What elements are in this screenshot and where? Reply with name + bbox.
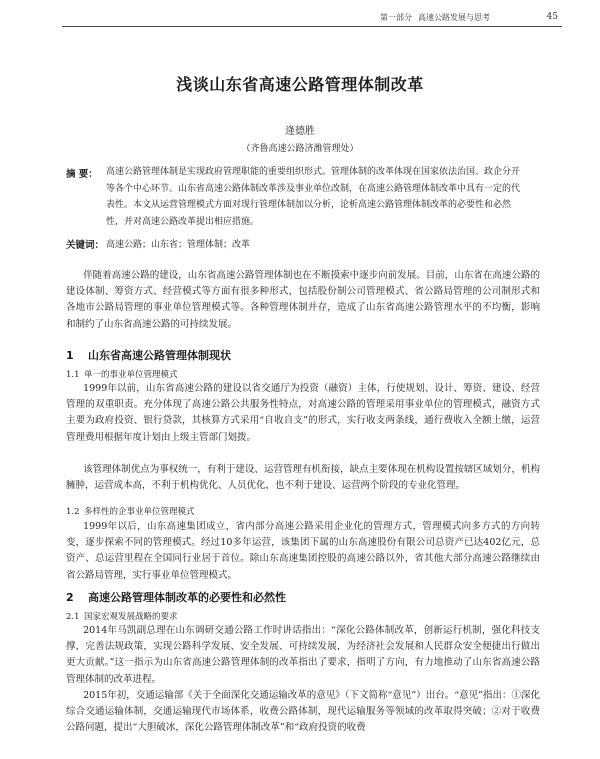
subsection-2-1-number: 2.1 — [66, 612, 80, 622]
section-1-title: 山东省高速公路管理体制现状 — [88, 349, 231, 362]
subsection-1-2-heading — [66, 505, 195, 517]
subsection-2-1-heading — [66, 610, 178, 622]
article-title: 浅谈山东省高速公路管理体制改革 — [176, 75, 424, 94]
author-affiliation: （齐鲁高速公路济潍管理处） — [241, 144, 359, 154]
subsection-1-1-heading — [66, 368, 178, 380]
paragraph-2-1-a: 2014年马凯副总理在山东调研交通公路工作时讲话指出：“深化公路体制改革，创新运行机制，强化科技支撑，完善法规政策，实现公路科学发展、安全发展、可持续发展，为经济社会发展和人民群众安全便捷出行做出更大贡献。”这一指示为山东省高速公路管理体制的改革指出了要求，指明了方向，有力地推动了山东省高速公路管理体制的改革进程。 — [66, 625, 540, 685]
paragraph-2-1-b: 2015年初，交通运输部《关于全面深化交通运输改革的意见》（下文简称“意见”）出台。“意见”指出：①深化综合交通运输体制，交通运输现代市场体系，收费公路体制，现代运输服务等领域的改革取得突破；②对于收费公路问题，提出“大胆破冰，深化公路管理体制改革”和“政府投资的收费 — [66, 690, 540, 734]
section-2-title: 高速公路管理体制改革的必要性和必然性 — [88, 591, 286, 604]
running-head-section: 高速公路发展与思考 — [418, 13, 490, 22]
paragraph-1-1-a: 1999年以前，山东省高速公路的建设以省交通厅为投资（融资）主体，行使规划、设计、筹资、建设、经营管理的双重职责。充分体现了高速公路公共服务性特点，对高速公路的管理采用事业单位的管理模式，融资方式主要为政府投资、银行贷款，其核算方式采用“自收自支”的形式，实行收支两条线，通行费收入全额上缴，运营管理费用根据年度计划由上级主管部门划拨。 — [66, 383, 540, 443]
keywords-label: 关键词： — [66, 240, 105, 251]
section-1-heading — [66, 347, 231, 363]
intro-paragraph: 伴随着高速公路的建设，山东省高速公路管理体制也在不断摸索中逐步向前发展。目前，山东省在高速公路的建设体制、筹资方式、经营模式等方面有很多种形式，包括股份制公司管理模式、省公路局管理的公司制形式和各地市公路局管理的事业单位管理模式等。各种管理体制并存，造成了山东省高速公路管理水平的不均衡，影响和制约了山东省高速公路的可持续发展。 — [66, 270, 540, 330]
subsection-1-1-number: 1.1 — [66, 370, 80, 380]
subsection-1-2-number: 1.2 — [66, 507, 80, 517]
section-2-number: 2 — [66, 591, 74, 604]
abstract-label: 摘 要： — [66, 169, 98, 180]
running-head-part: 第一部分 — [380, 13, 412, 22]
running-head — [380, 12, 558, 23]
subsection-1-2-title: 多样性的企事业单位管理模式 — [84, 507, 195, 517]
paragraph-1-2: 1999年以后，山东高速集团成立，省内部分高速公路采用企业化的管理方式，管理模式向多方式的方向转变，逐步探索不同的管理模式。经过10多年运营，该集团下属的山东高速股份有限公司总资产已达402亿元，总资产、总运营里程在全国同行业居于首位。除山东高速集团控股的高速公路以外，省其他大部分高速公路继续由省公路局管理，实行事业单位管理模式。 — [66, 521, 540, 581]
author-name: 逄德胜 — [285, 126, 315, 137]
keywords-text: 高速公路；山东省；管理体制；改革 — [106, 240, 251, 250]
section-2-heading — [66, 589, 286, 605]
page-number: 45 — [546, 12, 558, 22]
section-1-number: 1 — [66, 349, 74, 362]
paragraph-1-1-b: 该管理体制优点为事权统一，有利于建设、运营管理有机衔接，缺点主要体现在机构设置按辖区域划分，机构臃肿，运营成本高，不利于机构优化、人员优化，也不利于建设、运营两个阶段的专业化管理。 — [66, 464, 540, 492]
subsection-1-1-title: 单一的事业单位管理模式 — [84, 370, 178, 380]
subsection-2-1-title: 国家宏观发展战略的要求 — [84, 612, 178, 622]
abstract-text: 高速公路管理体制是实现政府管理职能的重要组织形式。管理体制的改革体现在国家依法治国、政企分开等各个中心环节。山东省高速公路体制改革涉及事业单位改制，在高速公路管理体制改革中具有一定的代表性。本文从运营管理模式方面对现行管理体制加以分析，论析高速公路管理体制改革的必要性和必然性，并对高速公路改革提出相应措施。 — [106, 167, 521, 227]
header-rule — [62, 26, 562, 27]
